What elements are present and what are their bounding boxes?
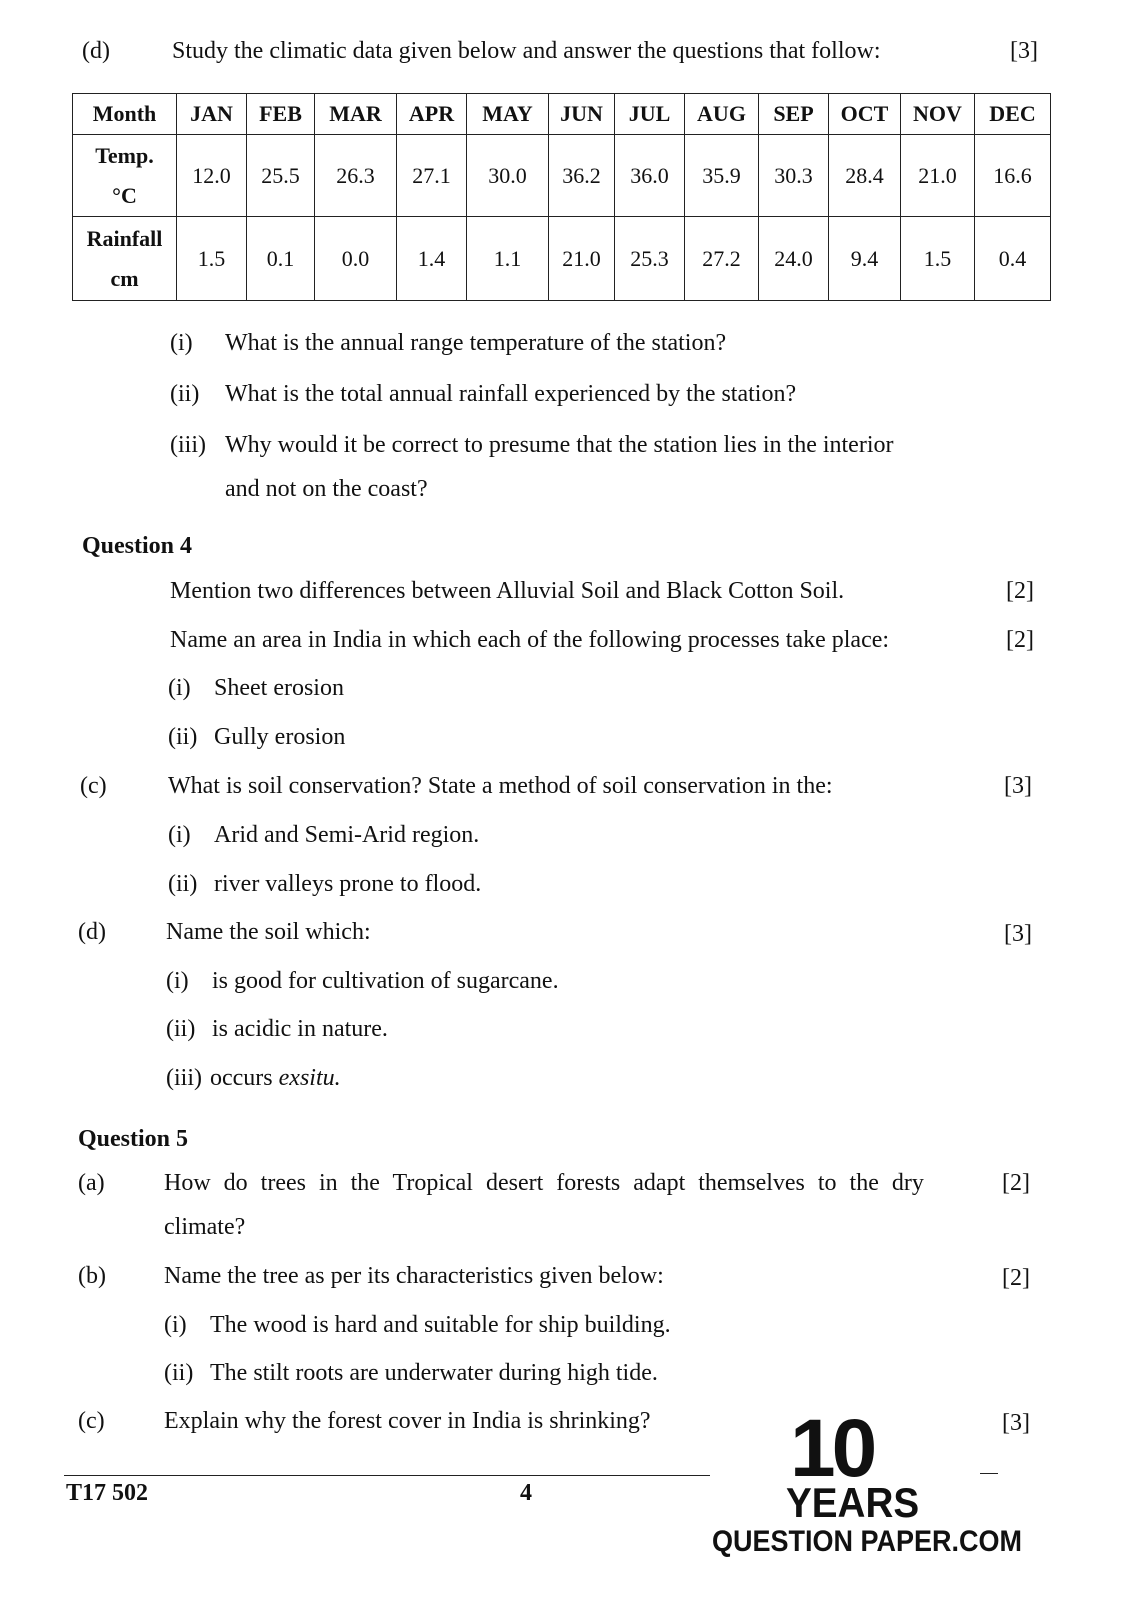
q4b-sub-text: Gully erosion [214,724,346,750]
rain-cell: 9.4 [829,217,901,301]
q3d-sub-num: (iii) [170,432,206,458]
temp-cell: 30.3 [759,135,829,217]
temp-cell: 21.0 [901,135,975,217]
q5b-sub-text: The wood is hard and suitable for ship building. [210,1312,671,1338]
header-month: JUN [549,94,615,135]
temp-label-2: °C [112,182,137,208]
header-month: MAR [315,94,397,135]
q5c-text: Explain why the forest cover in India is shrinking? [164,1408,651,1434]
q5c-marks: [3] [1002,1410,1030,1436]
q4b-sub-num: (ii) [168,724,198,750]
q4c-sub-text: Arid and Semi-Arid region. [214,822,480,848]
q4b-marks: [2] [1006,627,1034,653]
q4d-sub-text [210,1065,341,1092]
q4c-sub-num: (ii) [168,871,198,897]
rain-cell: 1.4 [397,217,467,301]
temp-cell: 36.0 [615,135,685,217]
temp-cell: 16.6 [975,135,1051,217]
q3d-label: (d) [82,38,110,64]
q4d-sub-text-italic: exsitu. [278,1065,341,1091]
q4d-sub-text: is good for cultivation of sugarcane. [212,968,559,994]
footer-code: T17 502 [66,1480,149,1506]
q5b-sub-text: The stilt roots are underwater during high tide. [210,1360,658,1386]
temp-cell: 36.2 [549,135,615,217]
header-month: JAN [177,94,247,135]
temp-cell: 28.4 [829,135,901,217]
header-month: SEP [759,94,829,135]
header-month: APR [397,94,467,135]
q5b-text: Name the tree as per its characteristics given below: [164,1263,664,1289]
q5a-label: (a) [78,1170,105,1196]
table-header-row [73,94,1051,135]
q5b-marks: [2] [1002,1265,1030,1291]
temp-cell: 35.9 [685,135,759,217]
temp-cell: 12.0 [177,135,247,217]
q3d-sub-text-cont: and not on the coast? [225,476,428,502]
q5a-marks: [2] [1002,1170,1030,1196]
question-4-title: Question 4 [82,533,193,559]
q4d-marks: [3] [1004,921,1032,947]
rain-row-label [73,217,177,301]
q4b-text: Name an area in India in which each of the following processes take place: [170,627,890,653]
q4d-label: (d) [78,919,106,945]
rain-cell: 24.0 [759,217,829,301]
rain-cell: 0.4 [975,217,1051,301]
temp-cell: 26.3 [315,135,397,217]
q5b-label: (b) [78,1263,106,1289]
q5a-text-cont: climate? [164,1214,246,1240]
header-month: JUL [615,94,685,135]
q3d-sub-text: Why would it be correct to presume that the station lies in the interior [225,432,894,458]
header-month: OCT [829,94,901,135]
footer-dash [980,1473,998,1474]
q3d-sub-text: What is the annual range temperature of the station? [225,330,727,356]
table-rain-row [73,217,1051,301]
q4b-sub-text: Sheet erosion [214,675,344,701]
watermark-number: 10 [790,1403,874,1494]
q4c-marks: [3] [1004,773,1032,799]
q4d-text: Name the soil which: [166,919,371,945]
climate-table [72,93,1051,301]
q4d-sub-num: (ii) [166,1016,196,1042]
header-month: AUG [685,94,759,135]
table-temp-row [73,135,1051,217]
q5b-sub-num: (i) [164,1312,187,1338]
q4b-sub-num: (i) [168,675,191,701]
rain-cell: 1.5 [177,217,247,301]
header-month: FEB [247,94,315,135]
temp-label-1: Temp. [95,142,154,168]
rain-cell: 1.5 [901,217,975,301]
watermark-site: QUESTION PAPER.COM [712,1525,1023,1558]
rain-cell: 0.0 [315,217,397,301]
q5c-label: (c) [78,1408,105,1434]
q3d-marks: [3] [1010,38,1038,64]
q4c-sub-num: (i) [168,822,191,848]
q3d-text: Study the climatic data given below and answer the questions that follow: [172,38,881,64]
q3d-sub-num: (i) [170,330,193,356]
q4d-sub-text-plain: occurs [210,1065,273,1091]
temp-row-label [73,135,177,217]
q4d-sub-text: is acidic in nature. [212,1016,388,1042]
watermark-years: YEARS [786,1479,920,1526]
header-month: NOV [901,94,975,135]
q5a-text: How do trees in the Tropical desert forests adapt themselves to the dry [164,1170,924,1196]
q4c-text: What is soil conservation? State a method of soil conservation in the: [168,773,833,799]
rain-label-1: Rainfall [86,225,163,251]
q5b-sub-num: (ii) [164,1360,194,1386]
q3d-sub-text: What is the total annual rainfall experienced by the station? [225,381,797,407]
temp-cell: 27.1 [397,135,467,217]
q4a-text: Mention two differences between Alluvial Soil and Black Cotton Soil. [170,578,845,604]
footer-divider [64,1475,710,1476]
q4a-marks: [2] [1006,578,1034,604]
rain-cell: 1.1 [467,217,549,301]
rain-label-2: cm [110,265,139,291]
q4d-sub-num: (i) [166,968,189,994]
q4c-sub-text: river valleys prone to flood. [214,871,482,897]
page-number: 4 [520,1480,532,1506]
temp-cell: 30.0 [467,135,549,217]
rain-cell: 0.1 [247,217,315,301]
q4c-label: (c) [80,773,107,799]
q4d-sub-num: (iii) [166,1065,202,1091]
header-month: MAY [467,94,549,135]
header-month-label: Month [73,94,177,135]
rain-cell: 25.3 [615,217,685,301]
header-month: DEC [975,94,1051,135]
rain-cell: 21.0 [549,217,615,301]
question-5-title: Question 5 [78,1126,189,1152]
rain-cell: 27.2 [685,217,759,301]
temp-cell: 25.5 [247,135,315,217]
q3d-sub-num: (ii) [170,381,200,407]
